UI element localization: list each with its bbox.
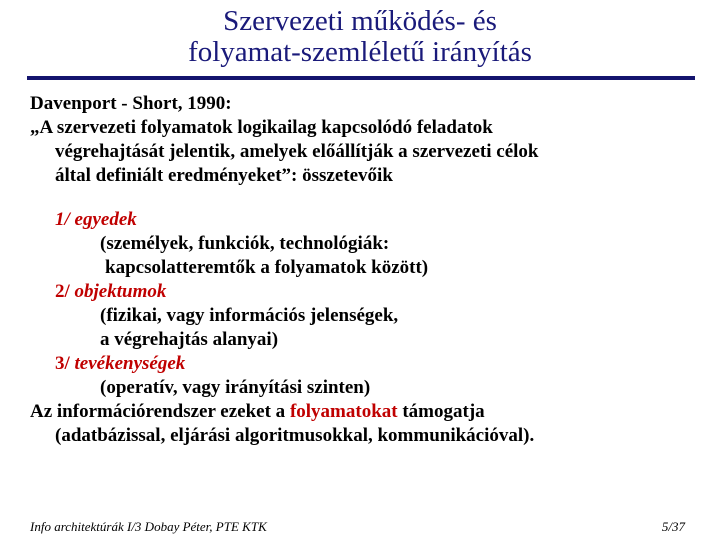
closing-line-2: (adatbázissal, eljárási algoritmusokkal, kommunikációval). — [55, 425, 535, 446]
closing-post: támogatja — [397, 401, 485, 422]
list-item-1-desc-2: kapcsolatteremtők a folyamatok között) — [105, 257, 429, 278]
spacer — [30, 188, 710, 208]
slide-number: 5/37 — [661, 519, 685, 534]
list-item-2-number: 2/ — [55, 281, 70, 302]
slide-title-line2: folyamat-szemléletű irányítás — [188, 36, 532, 68]
list-item-2-desc-2: a végrehajtás alanyai) — [100, 329, 279, 350]
quote-line-1: „A szervezeti folyamatok logikailag kapcsolódó feladatok — [30, 117, 493, 138]
list-item-3-desc-1: (operatív, vagy irányítási szinten) — [100, 377, 371, 398]
list-item-2-term: objektumok — [74, 281, 167, 302]
closing-line-1 — [30, 400, 710, 424]
list-item-1-term: egyedek — [74, 209, 137, 230]
list-item-1-number: 1/ — [55, 209, 70, 230]
citation: Davenport - Short, 1990: — [30, 93, 232, 114]
list-item-3-number: 3/ — [55, 353, 70, 374]
slide-title — [0, 6, 720, 68]
list-item-2-desc-1: (fizikai, vagy információs jelenségek, — [100, 305, 399, 326]
slide-body — [30, 92, 710, 448]
footer-credit: Info architektúrák I/3 Dobay Péter, PTE KTK — [30, 519, 267, 534]
title-divider — [27, 76, 695, 80]
quote-line-2: végrehajtását jelentik, amelyek előállítják a szervezeti célok — [55, 141, 539, 162]
quote-line-3: által definiált eredményeket”: összetevőik — [55, 165, 393, 186]
list-item-1-desc-1: (személyek, funkciók, technológiák: — [100, 233, 390, 254]
slide-title-line1: Szervezeti működés- és — [223, 5, 497, 37]
list-item-1-heading — [30, 208, 710, 232]
list-item-2-heading — [30, 280, 710, 304]
closing-pre: Az információrendszer ezeket a — [30, 401, 290, 422]
closing-highlight: folyamatokat — [289, 401, 398, 422]
list-item-3-term: tevékenységek — [74, 353, 186, 374]
list-item-3-heading — [30, 352, 710, 376]
